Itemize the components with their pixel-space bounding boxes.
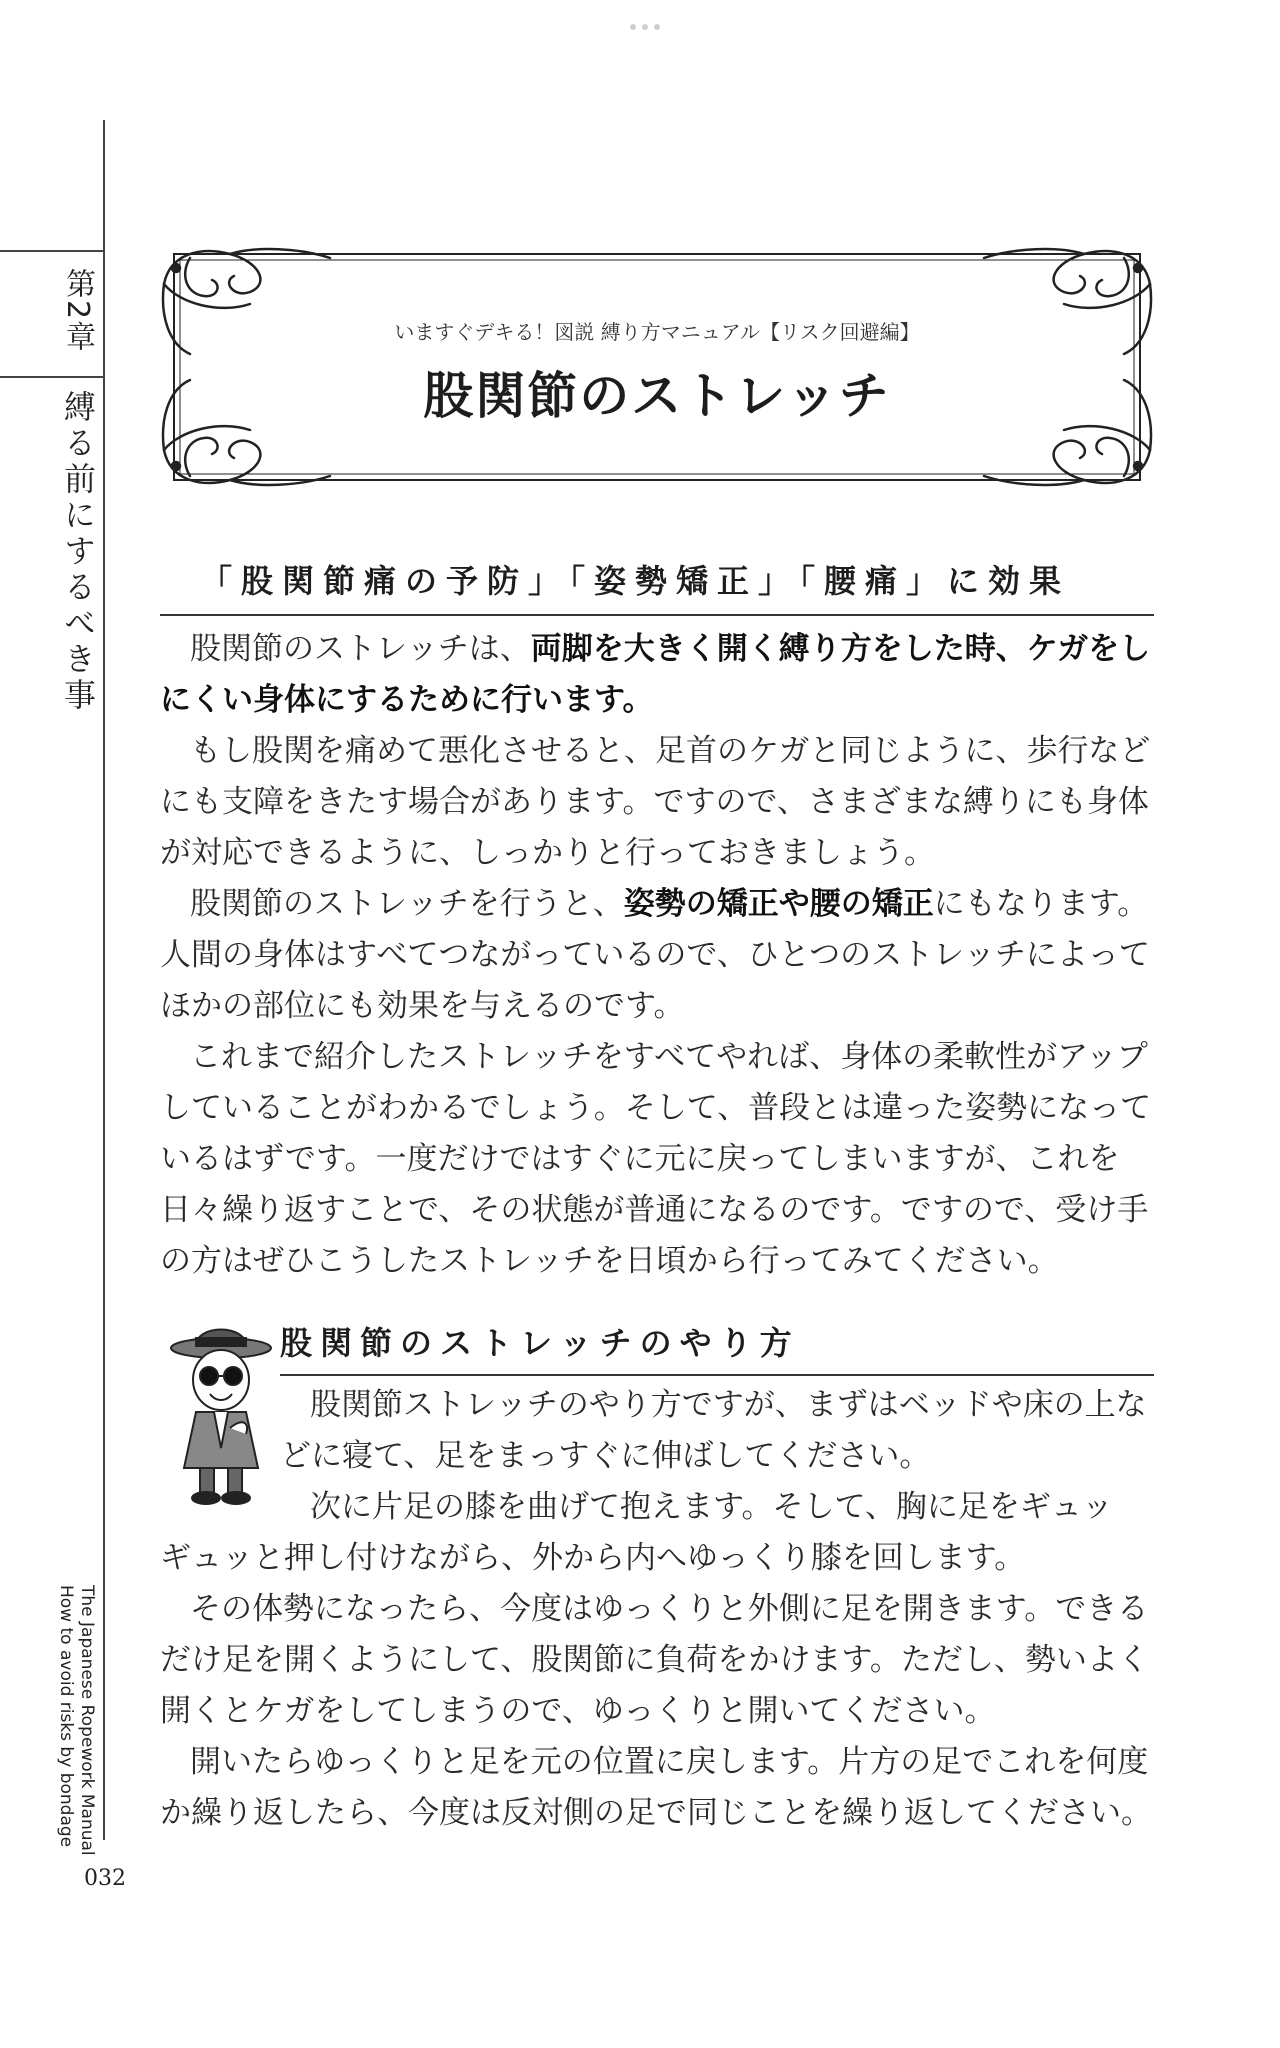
mascot-illustration (166, 1318, 276, 1508)
chapter-title: 縛る前にするべき事 (59, 390, 97, 714)
section1-paragraph-1 (160, 624, 1160, 726)
section1-p1-text: 股関節のストレッチは、 (190, 631, 531, 667)
section2-p2a-text: 次に片足の膝を曲げて抱えます。そして、胸に足をギュッ (310, 1489, 1113, 1525)
section1-p2-text: もし股関を痛めて悪化させると、足首のケガと同じように、歩行などにも支障をきたす場合があります。ですので、さまざまな縛りにも身体が対応できるように、しっかりと行っておきましょう。 (160, 733, 1151, 871)
chapter-number: 第2章 (60, 268, 95, 354)
section1-rule (160, 614, 1154, 616)
book-subtitle: いますぐデキる！図説 縛り方マニュアル【リスク回避編】 (394, 320, 920, 344)
section1-p4-text: これまで紹介したストレッチをすべてやれば、身体の柔軟性がアップしていることがわかるでしょう。そして、普段とは違った姿勢になっているはずです。一度だけではすぐに元に戻ってしまいますが、これを日々繰り返すことで、その状態が普通になるのです。ですので、受け手の方はぜひこうしたストレッチを日頃から行ってみてください。 (160, 1039, 1152, 1279)
book-english-line1: The Japanese Ropework Manual (77, 1585, 97, 1856)
side-vertical-rule (103, 120, 105, 1840)
side-tab-top-rule (0, 250, 104, 252)
section1-p3-emphasis: 姿勢の矯正や腰の矯正 (623, 886, 934, 922)
section1-paragraph-4 (160, 1032, 1160, 1287)
section1-p3-text: 股関節のストレッチを行うと、 (190, 886, 624, 922)
section2-p1-text: 股関節ストレッチのやり方ですが、まずはベッドや床の上などに寝て、足をまっすぐに伸ばしてください。 (280, 1387, 1147, 1474)
page-title: 股関節のストレッチ (423, 367, 891, 425)
section1-p3-text-after: にもなります。人間の身体はすべてつながっているので、ひとつのストレッチによってほかの部位にも効果を与えるのです。 (160, 886, 1150, 1024)
section2-p3-text: その体勢になったら、今度はゆっくりと外側に足を開きます。できるだけ足を開くようにして、股関節に負荷をかけます。ただし、勢いよく開くとケガをしてしまうので、ゆっくりと開いてください。 (160, 1591, 1149, 1729)
section2-p4-text: 開いたらゆっくりと足を元の位置に戻します。片方の足でこれを何度か繰り返したら、今度は反対側の足で同じことを繰り返してください。 (160, 1744, 1152, 1831)
section2-paragraph-3 (160, 1584, 1160, 1737)
book-english-title (55, 1585, 97, 1856)
section2-paragraph-2a (280, 1482, 1160, 1533)
section2-heading: 股関節のストレッチのやり方 (280, 1324, 800, 1362)
section2-p2b-text: ギュッと押し付けながら、外から内へゆっくり膝を回します。 (160, 1540, 1026, 1576)
section2-paragraph-4 (160, 1737, 1160, 1839)
section2-rule (280, 1374, 1154, 1376)
more-options-dots[interactable] (630, 24, 660, 30)
book-english-line2: How to avoid risks by bondage (56, 1585, 76, 1848)
section1-p1-emphasis: 両脚を大きく開く縛り方をした時、ケガをしにくい身体にするために行います。 (160, 631, 1151, 718)
side-tab-divider-rule (0, 376, 104, 378)
section1-paragraph-2 (160, 726, 1160, 879)
section1-heading: 「股関節痛の予防」「姿勢矯正」「腰痛」に効果 (200, 562, 1071, 600)
section2-paragraph-1 (280, 1380, 1160, 1482)
page-number: 032 (84, 1866, 126, 1891)
section1-paragraph-3 (160, 879, 1160, 1032)
section2-paragraph-2b (160, 1533, 1160, 1584)
